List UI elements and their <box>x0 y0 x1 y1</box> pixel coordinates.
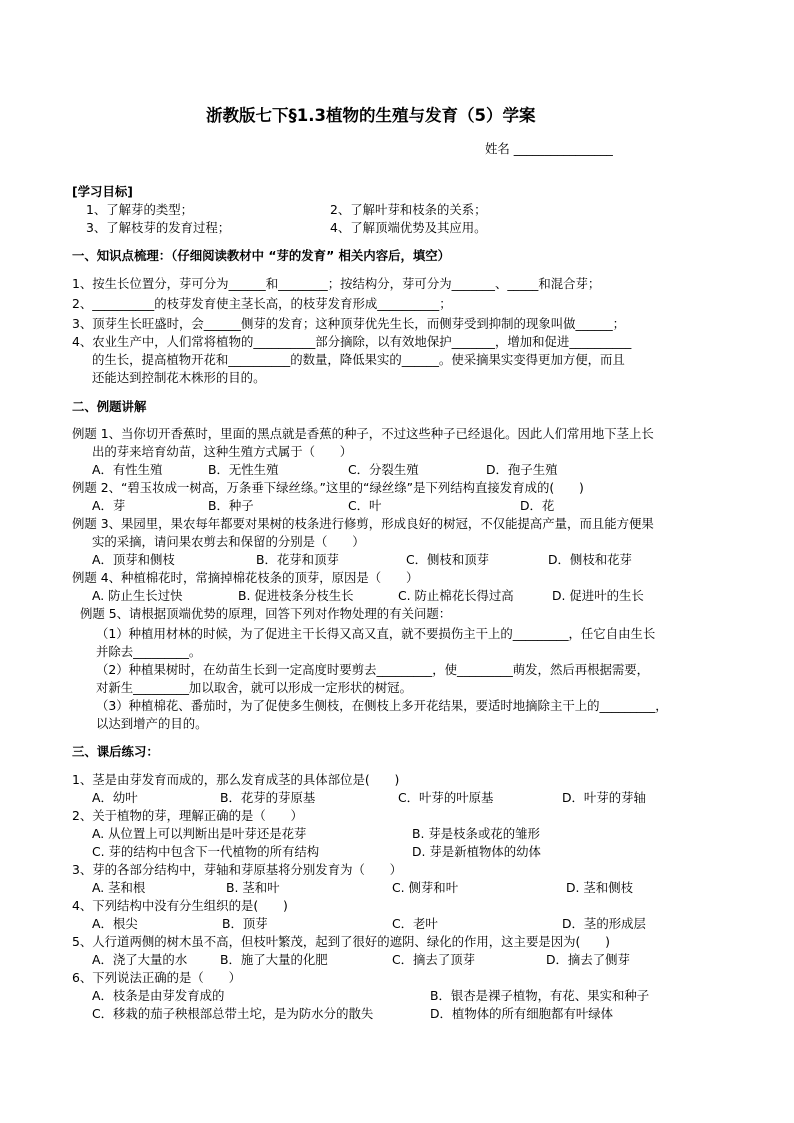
example-line: 例题 5、请根据顶端优势的原理，回答下列对作物处理的有关问题： <box>80 606 452 621</box>
section-heading-2: 二、例题讲解 <box>72 399 147 414</box>
option: D．植物体的所有细胞都有叶绿体 <box>430 1006 614 1021</box>
goals-heading: [学习目标] <box>72 184 133 199</box>
exercise-line: 3、芽的各部分结构中，芽轴和芽原基将分别发育为（ ） <box>72 862 403 877</box>
question-line: 4、农业生产中，人们常将植物的__________部分摘除，以有效地保护_______，增加和促进__________ <box>72 334 632 349</box>
option: C. 芽的结构中包含下一代植物的所有结构 <box>92 844 320 859</box>
option: C．摘去了顶芽 <box>392 952 475 967</box>
exercise-line: 1、茎是由芽发育而成的，那么发育成茎的具体部位是( ) <box>72 772 400 787</box>
option: A．幼叶 <box>92 790 138 805</box>
exercise-line: 2、关于植物的芽，理解正确的是（ ） <box>72 808 303 823</box>
example-subline: 以达到增产的目的。 <box>96 716 208 731</box>
option: A．有性生殖 <box>92 462 163 477</box>
question-line: 2、__________的枝芽发育使主茎长高，的枝芽发育形成__________； <box>72 296 452 311</box>
example-subline: （2）种植果树时，在幼苗生长到一定高度时要剪去_________，使_________萌发，然后再根据需要， <box>96 662 650 677</box>
goal-item: 4、了解顶端优势及其应用。 <box>330 220 487 235</box>
option: D．摘去了侧芽 <box>546 952 630 967</box>
example-line: 出的芽来培育幼苗，这种生殖方式属于（ ） <box>92 444 353 459</box>
question-line: 1、按生长位置分，芽可分为______和________；按结构分，芽可分为_______、_____和混合芽； <box>72 276 601 291</box>
example-subline: （1）种植用材林的时候，为了促进主干长得又高又直，就不要损伤主干上的_________，任它自由生长 <box>96 626 656 641</box>
goal-item: 1、了解芽的类型； <box>86 202 194 217</box>
example-subline: 并除去_________。 <box>96 644 202 659</box>
option: C．老叶 <box>392 916 438 931</box>
example-line: 例题 3、果园里，果农每年都要对果树的枝条进行修剪，形成良好的树冠，不仅能提高产量，而且能方便果 <box>72 516 654 531</box>
goal-item: 2、了解叶芽和枝条的关系； <box>330 202 487 217</box>
option: A．根尖 <box>92 916 138 931</box>
name-field: 姓名 ________________ <box>485 141 613 156</box>
question-line: 的生长，提高植物开花和__________的数量，降低果实的______。使采摘果实变得更加方便，而且 <box>92 352 625 367</box>
example-line: 例题 4、种植棉花时，常摘掉棉花枝条的顶芽，原因是（ ） <box>72 570 419 585</box>
option: A．浇了大量的水 <box>92 952 188 967</box>
option: C．叶芽的叶原基 <box>398 790 494 805</box>
option: B．花芽的芽原基 <box>220 790 316 805</box>
example-line: 例题 1、当你切开香蕉时，里面的黑点就是香蕉的种子，不过这些种子已经退化。因此人们常用地下茎上长 <box>72 426 654 441</box>
example-subline: 对新生_________加以取舍，就可以形成一定形状的树冠。 <box>96 680 412 695</box>
example-line: 例题 2、“碧玉妆成一树高，万条垂下绿丝绦。”这里的“绿丝绦”是下列结构直接发育成的( ) <box>72 480 584 495</box>
option: D. 促进叶的生长 <box>552 588 644 603</box>
example-line: 实的采摘，请问果农剪去和保留的分别是（ ） <box>92 534 365 549</box>
exercise-line: 6、下列说法正确的是（ ） <box>72 970 241 985</box>
goal-item: 3、了解枝芽的发育过程； <box>86 220 231 235</box>
section-heading-1: 一、知识点梳理：（仔细阅读教材中 “芽的发育” 相关内容后，填空） <box>72 248 451 263</box>
option: A．枝条是由芽发育成的 <box>92 988 225 1003</box>
option: D．侧枝和花芽 <box>548 552 632 567</box>
option: A．芽 <box>92 498 126 513</box>
option: B．施了大量的化肥 <box>220 952 328 967</box>
question-line: 还能达到控制花木株形的目的。 <box>92 370 266 385</box>
option: C．分裂生殖 <box>348 462 419 477</box>
option: C．叶 <box>348 498 382 513</box>
option: D．孢子生殖 <box>486 462 558 477</box>
section-heading-3: 三、课后练习： <box>72 744 159 759</box>
option: C. 侧芽和叶 <box>392 880 459 895</box>
option: D. 芽是新植物体的幼体 <box>412 844 541 859</box>
option: A．顶芽和侧枝 <box>92 552 175 567</box>
option: D．茎的形成层 <box>562 916 646 931</box>
option: D. 茎和侧枝 <box>566 880 633 895</box>
option: C．移栽的茄子秧根部总带土坨，是为防水分的散失 <box>92 1006 374 1021</box>
option: B．花芽和顶芽 <box>256 552 339 567</box>
option: B. 茎和叶 <box>226 880 280 895</box>
option: C. 防止棉花长得过高 <box>398 588 514 603</box>
option: A. 茎和根 <box>92 880 146 895</box>
option: A. 从位置上可以判断出是叶芽还是花芽 <box>92 826 307 841</box>
question-line: 3、顶芽生长旺盛时，会______侧芽的发育；这种顶芽优先生长，而侧芽受到抑制的现象叫做______； <box>72 316 626 331</box>
option: B. 芽是枝条或花的雏形 <box>412 826 540 841</box>
exercise-line: 5、人行道两侧的树木虽不高，但枝叶繁茂，起到了很好的遮阴、绿化的作用，这主要是因为( ) <box>72 934 610 949</box>
option: A. 防止生长过快 <box>92 588 183 603</box>
option: D．花 <box>520 498 555 513</box>
option: B．无性生殖 <box>208 462 279 477</box>
option: B．银杏是裸子植物，有花、果实和种子 <box>430 988 650 1003</box>
option: D．叶芽的芽轴 <box>562 790 646 805</box>
option: B．顶芽 <box>222 916 268 931</box>
option: C．侧枝和顶芽 <box>406 552 489 567</box>
example-subline: （3）种植棉花、番茄时，为了促使多生侧枝，在侧枝上多开花结果，要适时地摘除主干上的_________， <box>96 698 668 713</box>
page-title: 浙教版七下§1.3植物的生殖与发育（5）学案 <box>206 106 536 125</box>
option: B. 促进枝条分枝生长 <box>238 588 354 603</box>
option: B．种子 <box>208 498 254 513</box>
exercise-line: 4、下列结构中没有分生组织的是( ) <box>72 898 288 913</box>
